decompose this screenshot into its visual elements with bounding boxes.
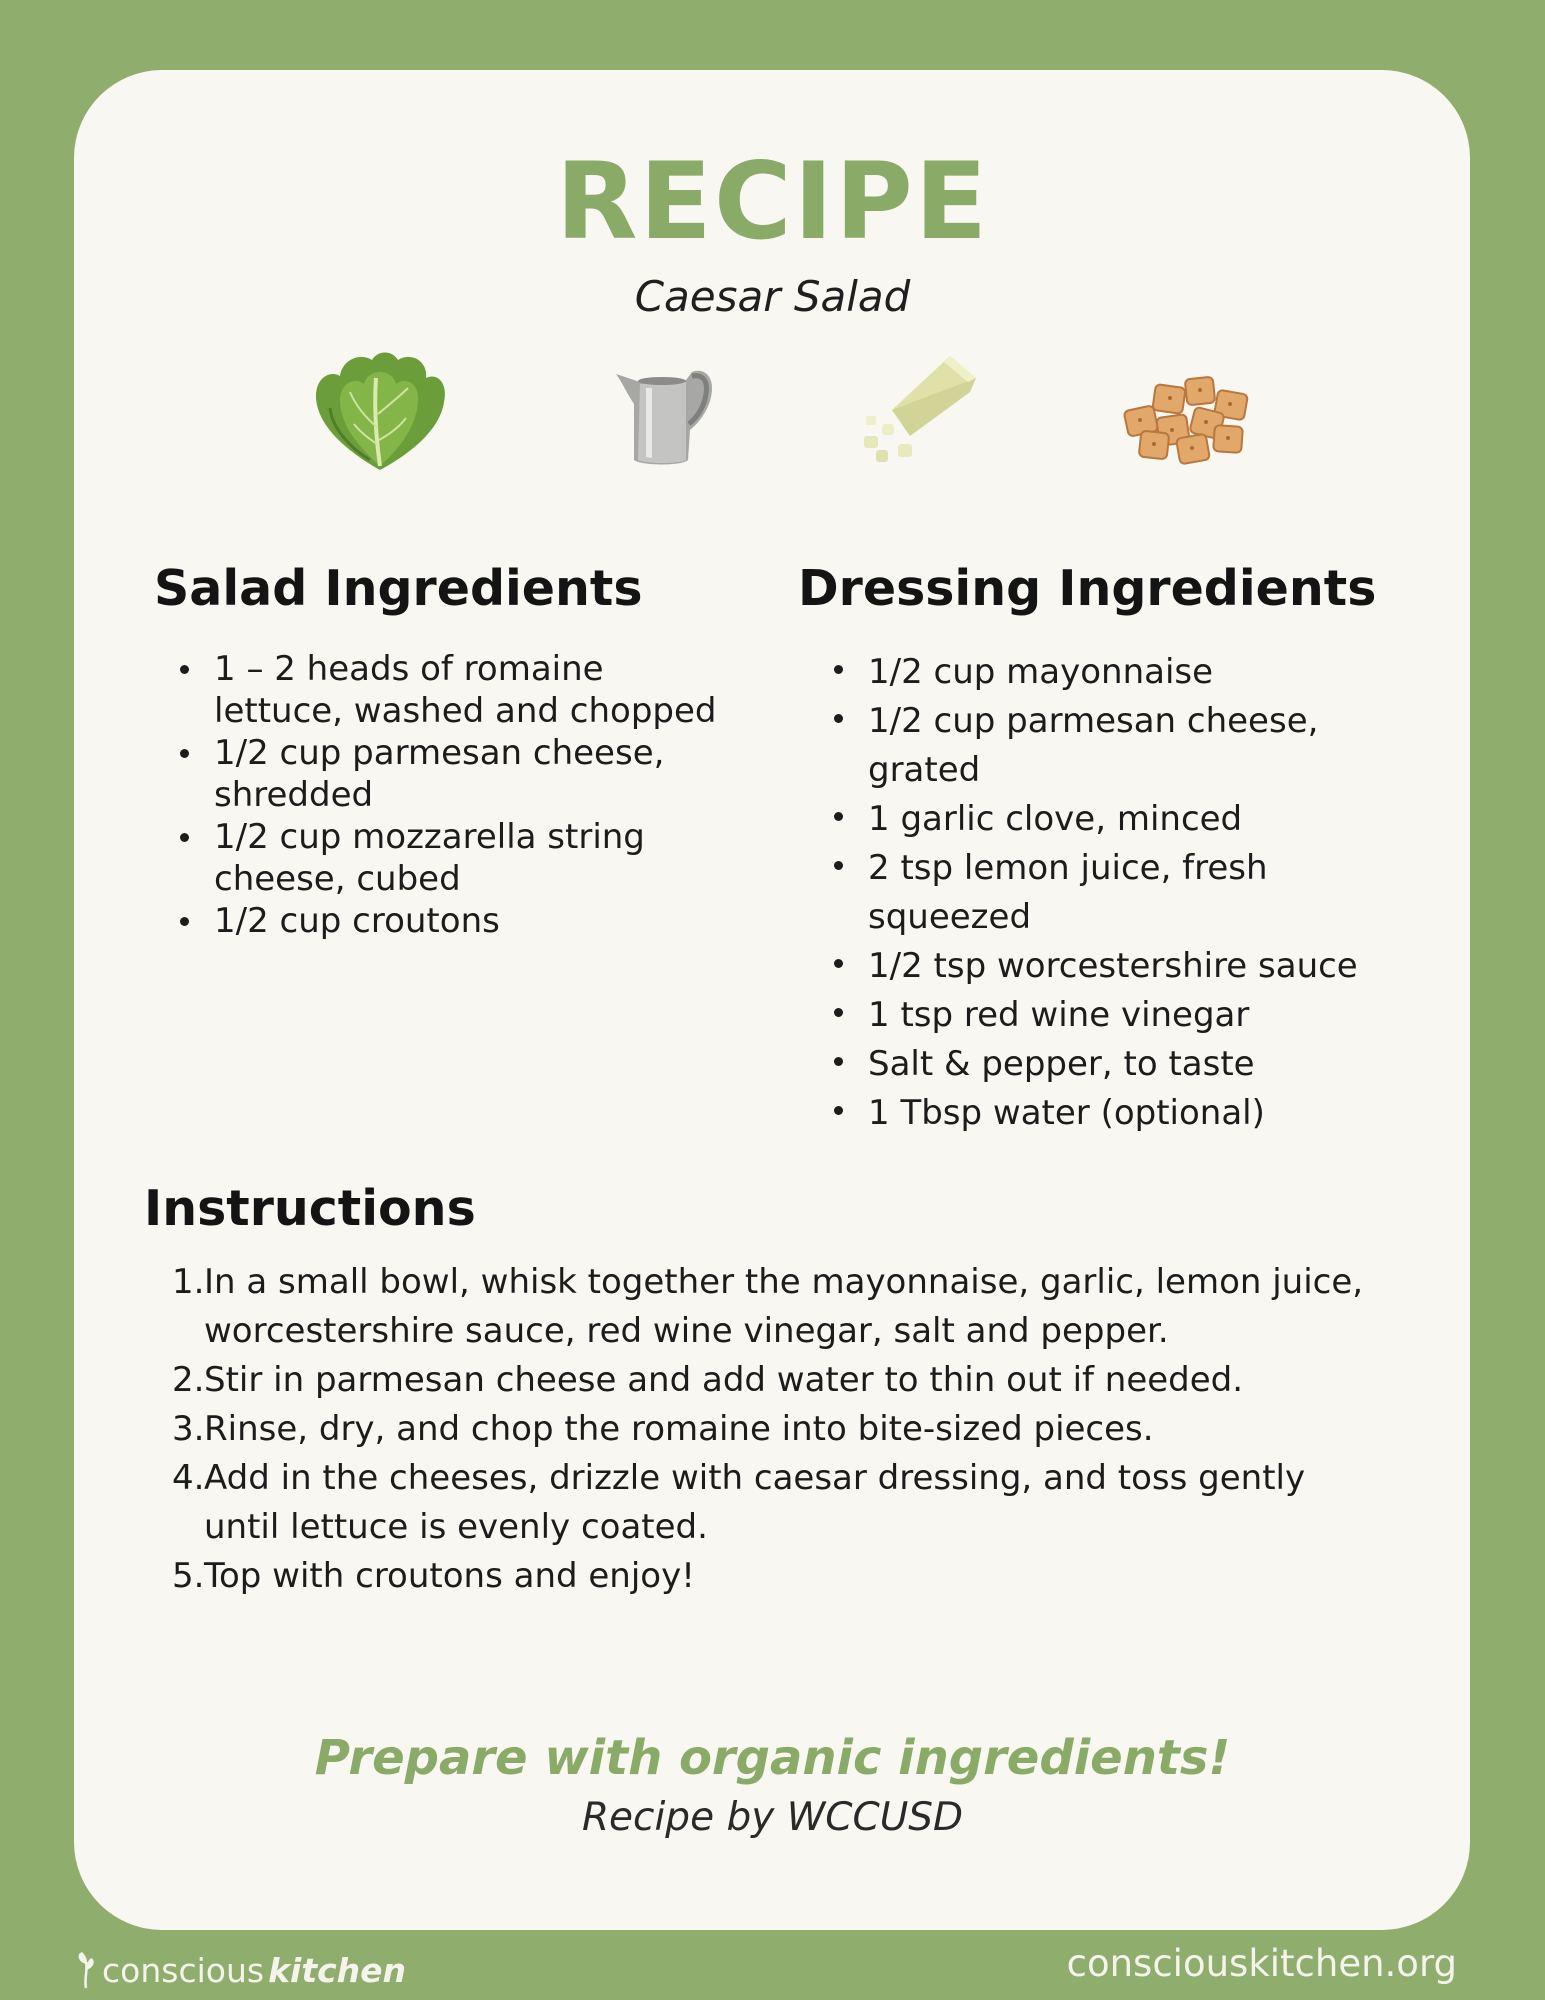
brand-name-bold: kitchen: [268, 1950, 407, 1990]
sprout-icon: [74, 1950, 98, 1990]
brand-logo[interactable]: [74, 1950, 406, 1990]
instruction-step: Stir in parmesan cheese and add water to thin out if needed.: [204, 1360, 1244, 1400]
brand-name-light: conscious: [102, 1950, 265, 1990]
dressing-ingredients-heading: Dressing Ingredients: [798, 560, 1377, 617]
pitcher-icon: [612, 364, 718, 468]
recipe-name: Caesar Salad: [634, 272, 911, 321]
list-item: 1/2 cup mozzarella string cheese, cubed: [176, 816, 736, 900]
page-title: RECIPE: [555, 140, 990, 263]
instruction-step: Add in the cheeses, drizzle with caesar dressing, and toss gently until lettuce is evenly coated.: [204, 1458, 1306, 1547]
list-item: 1 Tbsp water (optional): [830, 1089, 1390, 1138]
recipe-credit: Recipe by WCCUSD: [581, 1795, 964, 1840]
list-item: Salt & pepper, to taste: [830, 1040, 1390, 1089]
instructions-heading: Instructions: [144, 1180, 476, 1237]
organic-tagline: Prepare with organic ingredients!: [314, 1730, 1231, 1786]
list-item: 1/2 cup parmesan cheese, shredded: [176, 732, 736, 816]
list-item: 1/2 cup mayonnaise: [830, 648, 1390, 697]
instruction-step: In a small bowl, whisk together the mayonnaise, garlic, lemon juice, worcestershire sauce, red wine vinegar, salt and pepper.: [204, 1262, 1364, 1351]
list-item: 1/2 cup parmesan cheese, grated: [830, 697, 1390, 795]
croutons-icon: [1120, 370, 1256, 470]
lettuce-icon: [310, 348, 450, 474]
list-item: 1 garlic clove, minced: [830, 795, 1390, 844]
salad-ingredients-heading: Salad Ingredients: [154, 560, 643, 617]
instruction-step: Rinse, dry, and chop the romaine into bite-sized pieces.: [204, 1409, 1154, 1449]
list-item: 1/2 tsp worcestershire sauce: [830, 942, 1390, 991]
list-item: 1 – 2 heads of romaine lettuce, washed and chopped: [176, 648, 736, 732]
list-item: 1 tsp red wine vinegar: [830, 991, 1390, 1040]
website-link[interactable]: consciouskitchen.org: [1066, 1942, 1457, 1985]
list-item: 2 tsp lemon juice, fresh squeezed: [830, 844, 1390, 942]
salad-ingredients-list: [176, 648, 736, 942]
list-item: 1/2 cup croutons: [176, 900, 736, 942]
cheese-icon: [858, 352, 978, 470]
dressing-ingredients-list: [830, 648, 1390, 1138]
instructions-list: [172, 1258, 1382, 1601]
instruction-step: Top with croutons and enjoy!: [204, 1556, 695, 1596]
